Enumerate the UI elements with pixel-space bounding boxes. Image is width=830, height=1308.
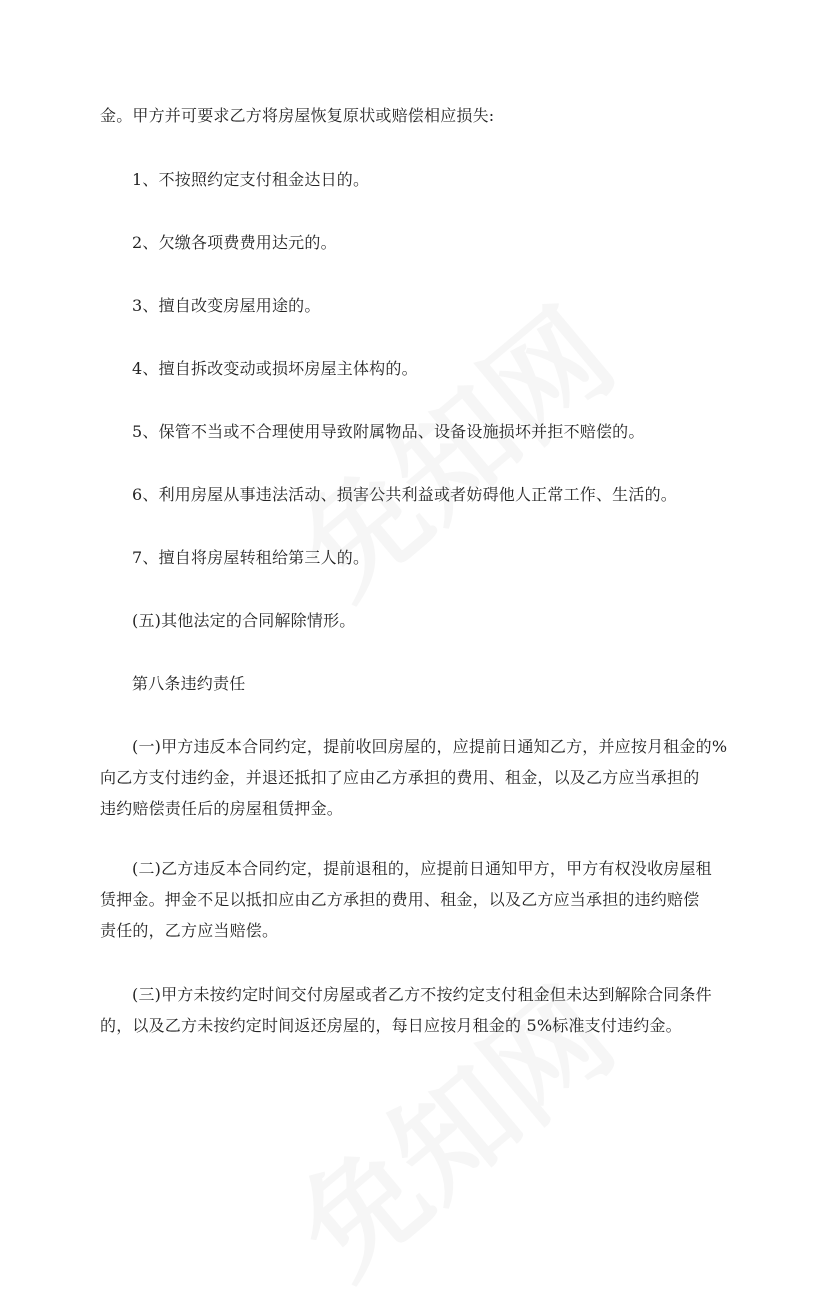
list-item: 7、擅自将房屋转租给第三人的。 — [132, 548, 370, 567]
paragraph-line: 向乙方支付违约金，并退还抵扣了应由乙方承担的费用、租金，以及乙方应当承担的 — [100, 768, 700, 787]
list-item: 6、利用房屋从事违法活动、损害公共利益或者妨碍他人正常工作、生活的。 — [132, 485, 677, 504]
watermark-text — [257, 264, 643, 627]
list-item: 4、擅自拆改变动或损坏房屋主体构的。 — [132, 359, 418, 378]
list-item: 3、擅自改变房屋用途的。 — [132, 296, 321, 315]
list-item: 1、不按照约定支付租金达日的。 — [132, 170, 370, 189]
paragraph-line: (三)甲方未按约定时间交付房屋或者乙方不按约定支付租金但未达到解除合同条件 — [132, 985, 712, 1004]
paragraph-line: (二)乙方违反本合同约定，提前退租的，应提前日通知甲方，甲方有权没收房屋租 — [132, 859, 712, 878]
list-item: 2、欠缴各项费费用达元的。 — [132, 233, 337, 252]
section-heading: 第八条违约责任 — [132, 674, 246, 693]
paragraph-line: (五)其他法定的合同解除情形。 — [132, 611, 356, 630]
list-item: 5、保管不当或不合理使用导致附属物品、设备设施损坏并拒不赔偿的。 — [132, 422, 645, 441]
paragraph-line: 赁押金。押金不足以抵扣应由乙方承担的费用、租金，以及乙方应当承担的违约赔偿 — [100, 890, 700, 909]
paragraph-line: 的，以及乙方未按约定时间返还房屋的，每日应按月租金的 5%标准支付违约金。 — [100, 1016, 682, 1035]
paragraph-line: 违约赔偿责任后的房屋租赁押金。 — [100, 799, 344, 818]
paragraph-line: (一)甲方违反本合同约定，提前收回房屋的，应提前日通知乙方，并应按月租金的% — [132, 737, 728, 756]
paragraph-line: 责任的，乙方应当赔偿。 — [100, 921, 279, 940]
paragraph-line: 金。甲方并可要求乙方将房屋恢复原状或赔偿相应损失: — [100, 106, 495, 125]
